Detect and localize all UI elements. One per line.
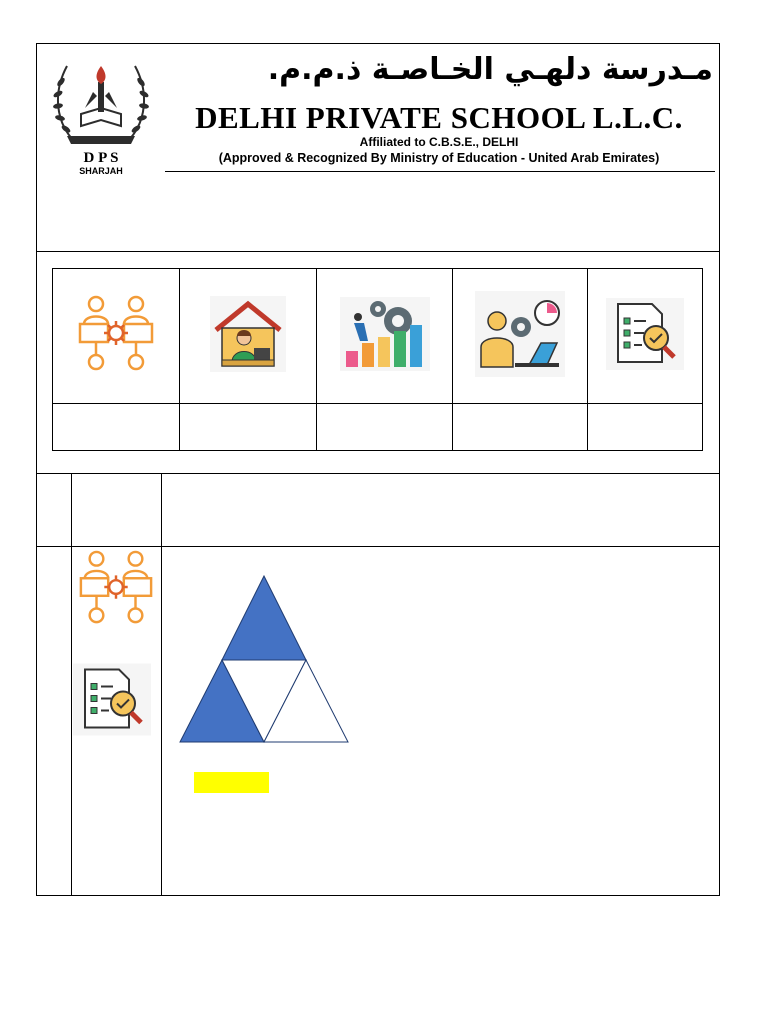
icon-label-3 <box>317 404 453 451</box>
icon-cell-growth <box>317 269 453 404</box>
checklist-review-icon <box>606 298 684 370</box>
school-header <box>37 44 719 252</box>
logo-letters: D P S <box>83 150 119 166</box>
collaboration-gear-icon <box>76 294 156 374</box>
logo-location: SHARJAH <box>79 166 123 176</box>
icon-cell-checklist-review <box>588 269 703 404</box>
worksheet-frame <box>36 43 720 896</box>
question-header-row <box>37 474 719 547</box>
icon-label-5 <box>588 404 703 451</box>
column-divider-1 <box>71 474 72 896</box>
affiliation-text: Affiliated to C.B.S.E., DELHI <box>359 135 519 149</box>
checklist-review-icon <box>73 662 151 737</box>
icon-label-1 <box>53 404 180 451</box>
icon-cell-collaboration <box>53 269 180 404</box>
triangle-top <box>222 576 306 660</box>
header-divider <box>165 171 715 172</box>
activity-icon-table <box>52 268 703 451</box>
growth-chart-gear-icon <box>340 297 430 371</box>
activity-icon-strip <box>37 252 719 474</box>
approval-text: (Approved & Recognized By Ministry of Education - United Arab Emirates) <box>218 151 660 165</box>
school-name: DELHI PRIVATE SCHOOL L.L.C. <box>195 100 683 135</box>
home-learning-icon <box>210 296 286 372</box>
icon-label-2 <box>180 404 317 451</box>
timed-work-icon <box>475 291 565 377</box>
collaboration-gear-icon <box>77 549 155 627</box>
school-name-arabic: مـدرسة دلهـي الخـاصـة ذ.م.م. <box>267 52 713 87</box>
triangle-fraction-figure <box>175 574 353 744</box>
answer-highlight-box <box>194 772 269 793</box>
icon-cell-timed-work <box>453 269 588 404</box>
icon-label-4 <box>453 404 588 451</box>
school-logo-icon <box>45 52 157 176</box>
icon-cell-home-learning <box>180 269 317 404</box>
column-divider-2 <box>161 474 162 896</box>
